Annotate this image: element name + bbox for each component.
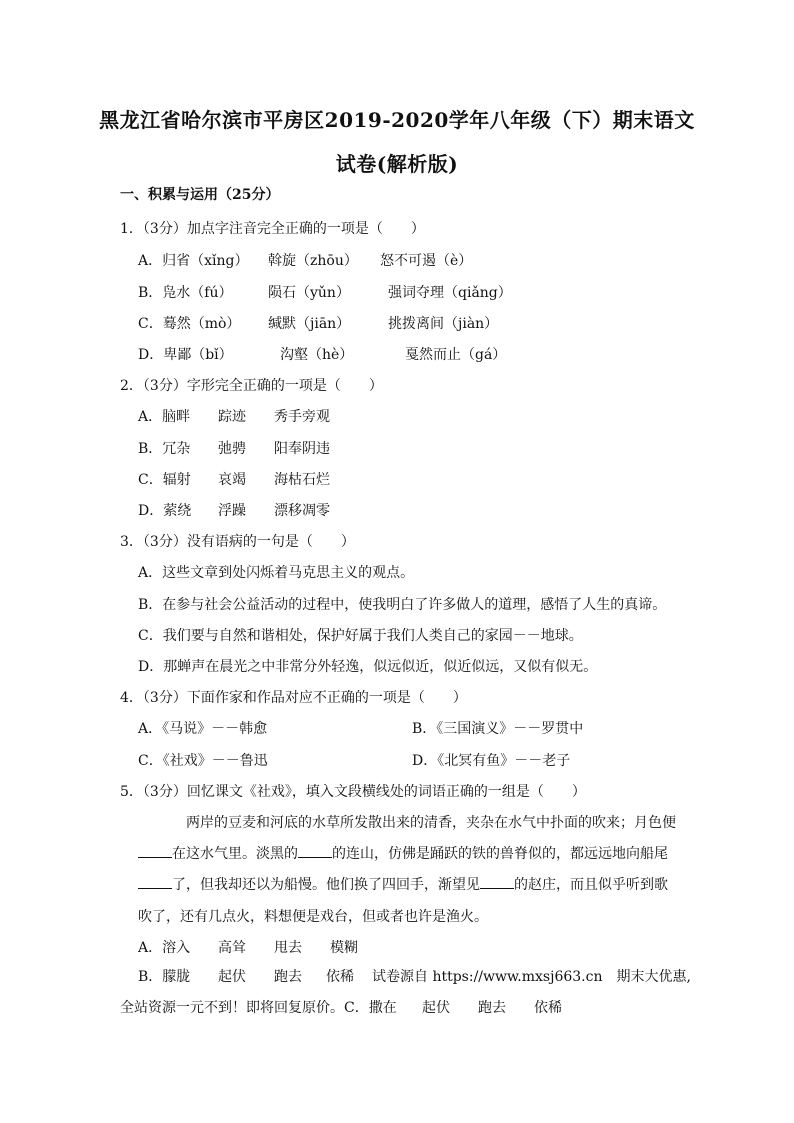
q4-option-c: C．《社戏》－－鲁迅 bbox=[138, 753, 268, 769]
q2-option-a-word2: 踪迹 bbox=[218, 409, 246, 425]
q2-option-d-word2: 浮躁 bbox=[218, 503, 246, 519]
question-5-stem: 5．（3分）回忆课文《社戏》，填入文段横线处的词语正确的一组是（ ） bbox=[120, 784, 586, 800]
q5-option-a-word4: 模糊 bbox=[330, 940, 358, 956]
q5-option-b-word2: 起伏 bbox=[218, 969, 246, 985]
q2-option-b-word2: 弛骋 bbox=[218, 441, 246, 457]
question-2-stem: 2．（3分）字形完全正确的一项是（ ） bbox=[120, 378, 383, 394]
q1-option-b: B．凫水（fú） bbox=[138, 285, 233, 301]
q2-option-b: B．冗杂 bbox=[138, 441, 191, 457]
fill-blank bbox=[298, 845, 332, 858]
q5-passage-line-4: 吹了，还有几点火，料想便是戏台，但或者也许是渔火。 bbox=[138, 909, 488, 925]
passage-text: 的连山，仿佛是踊跃的铁的兽脊似的，都远远地向船尾 bbox=[332, 846, 668, 862]
q5-option-c-word3: 跑去 bbox=[478, 1000, 506, 1016]
q5-passage-line-2 bbox=[138, 843, 668, 863]
q5-option-b-word3: 跑去 bbox=[274, 969, 302, 985]
q1-option-a: A．归省（xǐng） bbox=[138, 253, 249, 269]
q3-option-c: C．我们要与自然和谐相处，保护好属于我们人类自己的家园－－地球。 bbox=[138, 628, 583, 644]
q1-option-d-word3: 戛然而止（gá） bbox=[405, 347, 507, 363]
q2-option-c-word3: 海枯石烂 bbox=[274, 472, 330, 488]
q2-option-d: D．萦绕 bbox=[138, 503, 192, 519]
page-subtitle: 试卷(解析版) bbox=[335, 152, 459, 176]
fill-blank bbox=[138, 845, 172, 858]
q4-option-d: D．《北冥有鱼》－－老子 bbox=[412, 753, 571, 769]
q1-option-d: D．卑鄙（bǐ） bbox=[138, 347, 233, 363]
q5-option-a-word3: 甩去 bbox=[274, 940, 302, 956]
q1-option-c: C．蓦然（mò） bbox=[138, 316, 241, 332]
q3-option-b: B．在参与社会公益活动的过程中，使我明白了许多做人的道理，感悟了人生的真谛。 bbox=[138, 597, 667, 613]
q2-option-b-word3: 阳奉阴违 bbox=[274, 441, 330, 457]
q2-option-a-word3: 秀手旁观 bbox=[274, 409, 330, 425]
q1-option-c-word2: 缄默（jiān） bbox=[268, 316, 351, 332]
q1-option-a-word3: 怒不可遏（è） bbox=[380, 253, 473, 269]
passage-text: 在这水气里。淡黑的 bbox=[172, 846, 298, 862]
q2-option-c: C．辐射 bbox=[138, 472, 191, 488]
fill-blank bbox=[138, 876, 172, 889]
q5-option-c-word2: 起伏 bbox=[422, 1000, 450, 1016]
q1-option-c-word3: 挑拨离间（jiàn） bbox=[388, 316, 499, 332]
q2-option-d-word3: 漂移凋零 bbox=[274, 503, 330, 519]
q2-option-c-word2: 哀竭 bbox=[218, 472, 246, 488]
q5-passage-line-3 bbox=[138, 874, 668, 894]
fill-blank bbox=[480, 876, 514, 889]
q5-passage-line-1: 两岸的豆麦和河底的水草所发散出来的清香，夹杂在水气中扑面的吹来；月色便 bbox=[186, 815, 676, 831]
q1-option-a-word2: 斡旋（zhōu） bbox=[268, 253, 358, 269]
q5-option-a: A．溶入 bbox=[138, 940, 191, 956]
section-heading: 一、积累与运用（25分） bbox=[120, 187, 280, 203]
q5-option-b: B．朦胧 bbox=[138, 969, 191, 985]
passage-text: 的赵庄，而且似乎听到歌 bbox=[514, 877, 668, 893]
q5-option-a-word2: 高耸 bbox=[218, 940, 246, 956]
q4-option-b: B．《三国演义》－－罗贯中 bbox=[412, 721, 584, 737]
q1-option-b-word2: 陨石（yǔn） bbox=[268, 285, 350, 301]
question-1-stem: 1．（3分）加点字注音完全正确的一项是（ ） bbox=[120, 221, 425, 237]
q5-option-c-word4: 依稀 bbox=[534, 1000, 562, 1016]
q3-option-d: D．那蝉声在晨光之中非常分外轻逸，似远似近，似近似远，又似有似无。 bbox=[138, 659, 598, 675]
q1-option-b-word3: 强词夺理（qiǎng） bbox=[388, 285, 512, 301]
q1-option-d-word2: 沟壑（hè） bbox=[280, 347, 354, 363]
watermark-text: 试卷源自 https://www.mxsj663.cn 期末大优惠, bbox=[372, 969, 691, 985]
watermark-text-2: 全站资源一元不到！即将回复原价。C．撒在 bbox=[120, 1000, 397, 1016]
q4-option-a: A．《马说》－－韩愈 bbox=[138, 721, 268, 737]
passage-text: 了，但我却还以为船慢。他们换了四回手，渐望见 bbox=[172, 877, 480, 893]
question-4-stem: 4．（3分）下面作家和作品对应不正确的一项是（ ） bbox=[120, 690, 467, 706]
question-3-stem: 3．（3分）没有语病的一句是（ ） bbox=[120, 534, 355, 550]
q3-option-a: A．这些文章到处闪烁着马克思主义的观点。 bbox=[138, 565, 415, 581]
page-title: 黑龙江省哈尔滨市平房区2019-2020学年八年级（下）期末语文 bbox=[99, 108, 695, 132]
q5-option-b-word4: 依稀 bbox=[326, 969, 354, 985]
q2-option-a: A．脑畔 bbox=[138, 409, 191, 425]
